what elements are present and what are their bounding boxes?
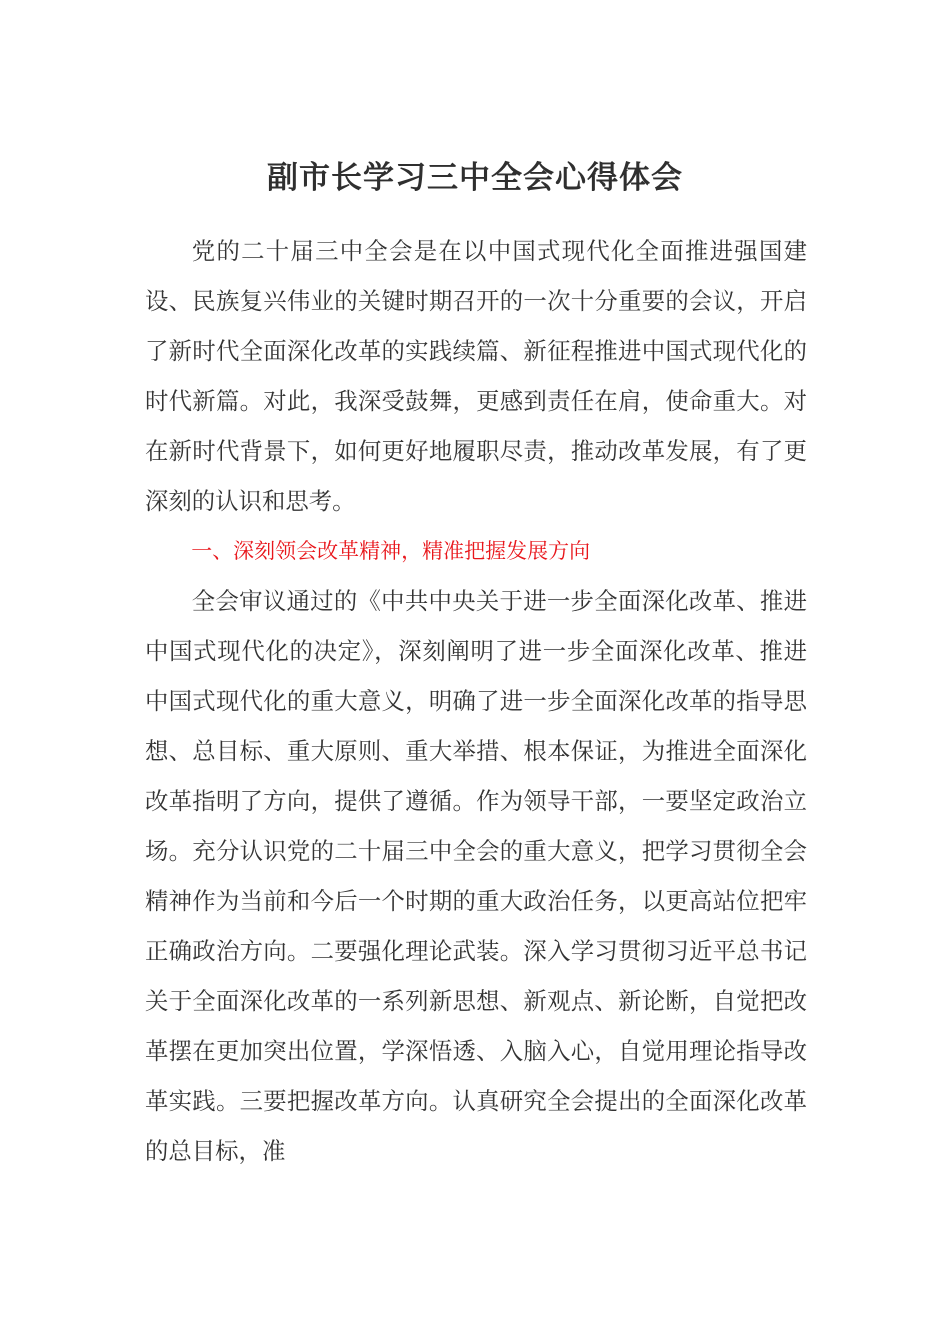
paragraph-section-1: 全会审议通过的《中共中央关于进一步全面深化改革、推进中国式现代化的决定》，深刻阐明了进一步全面深化改革、推进中国式现代化的重大意义，明确了进一步全面深化改革的指导思想、总目标、重大原则、重大举措、根本保证，为推进全面深化改革指明了方向，提供了遵循。作为领导干部，一要坚定政治立场。充分认识党的二十届三中全会的重大意义，把学习贯彻全会精神作为当前和今后一个时期的重大政治任务，以更高站位把牢正确政治方向。二要强化理论武装。深入学习贯彻习近平总书记关于全面深化改革的一系列新思想、新观点、新论断，自觉把改革摆在更加突出位置，学深悟透、入脑入心，自觉用理论指导改革实践。三要把握改革方向。认真研究全会提出的全面深化改革的总目标，准 — [145, 587, 807, 1165]
section-heading-1: 一、深刻领会改革精神，精准把握发展方向 — [191, 539, 591, 563]
paragraph-intro: 党的二十届三中全会是在以中国式现代化全面推进强国建设、民族复兴伟业的关键时期召开的一次十分重要的会议，开启了新时代全面深化改革的实践续篇、新征程推进中国式现代化的时代新篇。对此，我深受鼓舞，更感到责任在肩，使命重大。对在新时代背景下，如何更好地履职尽责，推动改革发展，有了更深刻的认识和思考。 — [145, 237, 807, 515]
document-title: 副市长学习三中全会心得体会 — [267, 160, 683, 196]
document-body — [145, 226, 807, 1176]
